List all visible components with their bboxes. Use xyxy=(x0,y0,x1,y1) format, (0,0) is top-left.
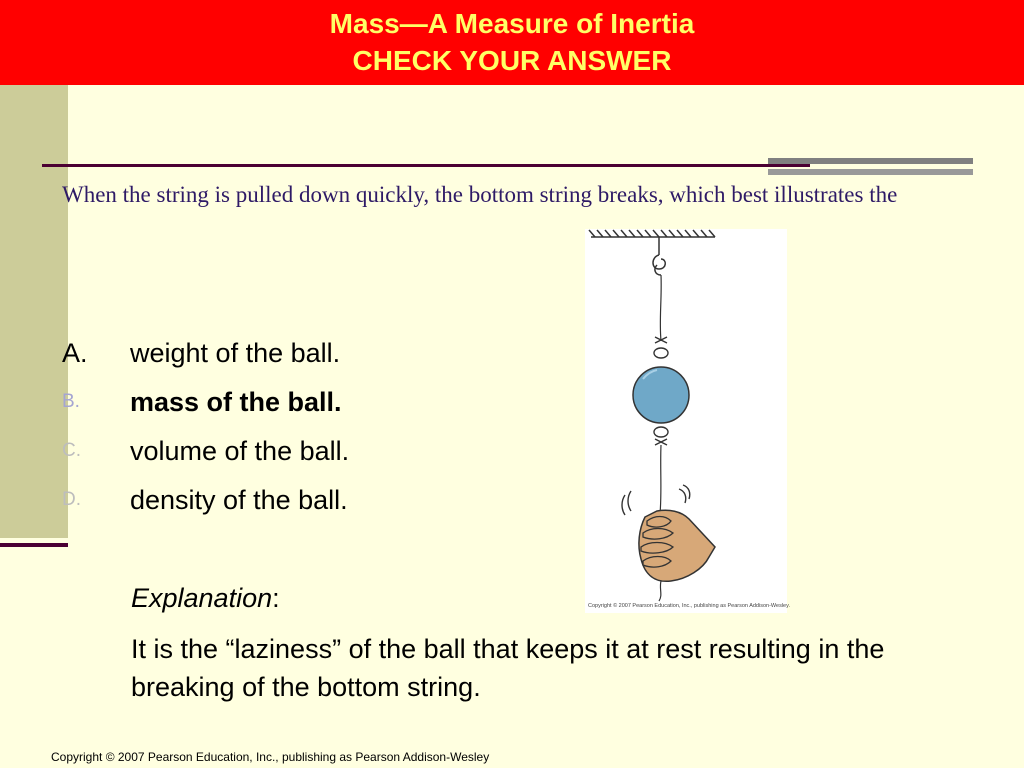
ceiling-hook xyxy=(653,237,665,275)
answer-options xyxy=(62,333,562,529)
option-d-text: density of the ball. xyxy=(130,485,348,515)
explanation-heading xyxy=(131,580,280,616)
option-d-letter: D. xyxy=(62,489,81,510)
option-c-letter: C. xyxy=(62,440,81,461)
question-text: When the string is pulled down quickly, the bottom string breaks, which best illustrates the xyxy=(62,182,898,207)
explanation-heading-label: Explanation xyxy=(131,583,273,613)
option-a-letter: A. xyxy=(62,338,88,368)
option-c xyxy=(62,431,562,480)
option-b-letter: B. xyxy=(62,391,80,412)
option-a xyxy=(62,333,562,382)
option-c-text: volume of the ball. xyxy=(130,436,350,466)
option-b-text: mass of the ball. xyxy=(130,387,342,417)
explanation-heading-colon: : xyxy=(272,583,280,613)
dangling-string xyxy=(659,581,661,601)
slide-title: Mass—A Measure of Inertia xyxy=(329,8,695,39)
upper-string xyxy=(660,275,661,341)
lower-string xyxy=(660,445,661,514)
decorative-bar-upper xyxy=(768,158,973,164)
left-divider-rule xyxy=(0,543,68,547)
option-a-text: weight of the ball. xyxy=(130,338,341,368)
upper-knot xyxy=(654,337,668,358)
left-decorative-band xyxy=(0,85,68,538)
option-d xyxy=(62,480,562,529)
ball xyxy=(633,367,689,423)
motion-lines xyxy=(622,485,690,515)
figure-caption: Copyright © 2007 Pearson Education, Inc., publishing as Pearson Addison-Wesley. xyxy=(588,603,790,609)
title-bar xyxy=(0,0,1024,85)
illustration-svg xyxy=(585,229,790,613)
hand xyxy=(639,510,715,581)
ceiling-hatch xyxy=(589,230,715,237)
top-divider-rule xyxy=(42,164,810,167)
option-b xyxy=(62,382,562,431)
decorative-bar-lower xyxy=(768,169,973,175)
footer-copyright: Copyright © 2007 Pearson Education, Inc., publishing as Pearson Addison-Wesley xyxy=(51,750,490,764)
explanation-text: It is the “laziness” of the ball that keeps it at rest resulting in the breaking of the bottom string. xyxy=(131,634,885,702)
slide-subtitle: CHECK YOUR ANSWER xyxy=(352,45,672,76)
ball-string-illustration xyxy=(585,229,790,613)
lower-knot xyxy=(654,427,668,445)
